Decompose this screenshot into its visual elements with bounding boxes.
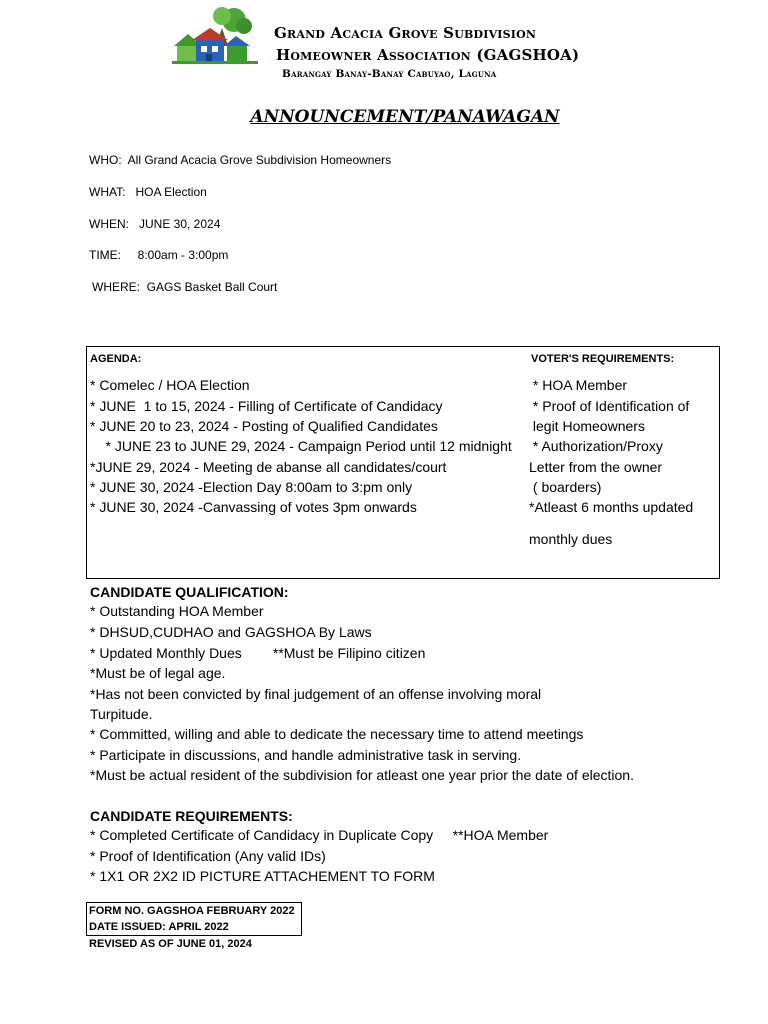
- requirement-item: * Completed Certificate of Candidacy in Duplicate Copy **HOA Member: [90, 827, 549, 843]
- agenda-item: * Comelec / HOA Election: [90, 377, 250, 393]
- form-number: FORM NO. GAGSHOA FEBRUARY 2022: [89, 905, 295, 917]
- qualification-item: *Must be actual resident of the subdivision for atleast one year prior the date of election.: [90, 767, 634, 783]
- info-when: WHEN: JUNE 30, 2024: [89, 217, 221, 231]
- voter-item: *Atleast 6 months updated: [529, 499, 694, 515]
- agenda-item: * JUNE 30, 2024 -Canvassing of votes 3pm onwards: [90, 499, 417, 515]
- info-where: WHERE: GAGS Basket Ball Court: [92, 280, 278, 294]
- requirement-item: * Proof of Identification (Any valid IDs): [90, 848, 326, 864]
- voters-heading: VOTER'S REQUIREMENTS:: [531, 353, 675, 365]
- voter-item: Letter from the owner: [529, 459, 663, 475]
- qualification-item: * Committed, willing and able to dedicate the necessary time to attend meetings: [90, 726, 584, 742]
- agenda-item: * JUNE 20 to 23, 2024 - Posting of Qualified Candidates: [90, 418, 438, 434]
- qualification-item: *Must be of legal age.: [90, 665, 226, 681]
- qualification-item: Turpitude.: [90, 706, 153, 722]
- announcement-title: ANNOUNCEMENT/PANAWAGAN: [250, 107, 560, 127]
- agenda-item: * JUNE 1 to 15, 2024 - Filling of Certificate of Candidacy: [90, 398, 443, 414]
- association-address: Barangay Banay-Banay Cabuyao, Laguna: [282, 68, 497, 80]
- form-revised: REVISED AS OF JUNE 01, 2024: [89, 938, 252, 950]
- info-who: WHO: All Grand Acacia Grove Subdivision Homeowners: [89, 153, 392, 167]
- agenda-item: * JUNE 30, 2024 -Election Day 8:00am to 3:pm only: [90, 479, 413, 495]
- qualification-item: * Participate in discussions, and handle administrative task in serving.: [90, 747, 522, 763]
- agenda-heading: AGENDA:: [90, 353, 142, 365]
- qualification-heading: CANDIDATE QUALIFICATION:: [90, 584, 289, 600]
- qualification-item: * Outstanding HOA Member: [90, 603, 264, 619]
- qualification-item: * DHSUD,CUDHAO and GAGSHOA By Laws: [90, 624, 372, 640]
- voter-item: ( boarders): [529, 479, 602, 495]
- form-date-issued: DATE ISSUED: APRIL 2022: [89, 921, 229, 933]
- qualification-item: *Has not been convicted by final judgement of an offense involving moral: [90, 686, 542, 702]
- voter-item: * HOA Member: [529, 377, 628, 393]
- hoa-logo: [172, 6, 260, 64]
- voter-item: * Proof of Identification of: [529, 398, 690, 414]
- info-time: TIME: 8:00am - 3:00pm: [89, 248, 229, 262]
- voter-item: * Authorization/Proxy: [529, 438, 663, 454]
- voter-item: legit Homeowners: [529, 418, 645, 434]
- requirements-heading: CANDIDATE REQUIREMENTS:: [90, 808, 293, 824]
- voter-item: monthly dues: [529, 531, 613, 547]
- association-name: Grand Acacia Grove Subdivision: [274, 24, 537, 42]
- agenda-item: * JUNE 23 to JUNE 29, 2024 - Campaign Period until 12 midnight: [90, 438, 512, 454]
- info-what: WHAT: HOA Election: [89, 185, 207, 199]
- association-acronym: Homeowner Association (GAGSHOA): [276, 46, 580, 64]
- requirement-item: * 1X1 OR 2X2 ID PICTURE ATTACHEMENT TO FORM: [90, 868, 435, 884]
- agenda-item: *JUNE 29, 2024 - Meeting de abanse all candidates/court: [90, 459, 447, 475]
- qualification-item: * Updated Monthly Dues **Must be Filipino citizen: [90, 645, 426, 661]
